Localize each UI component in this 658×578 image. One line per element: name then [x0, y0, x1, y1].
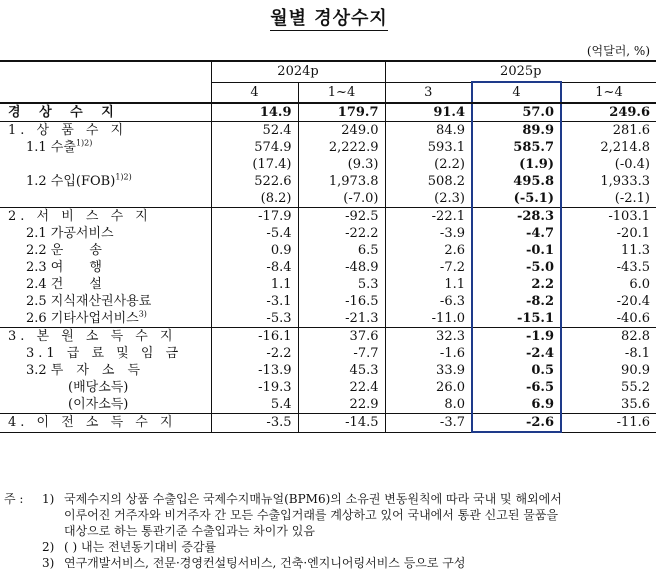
row-label [0, 190, 211, 208]
cell-value: 84.9 [385, 122, 472, 140]
row-label: 1.2 수입(FOB)$^{1)2)}$ [26, 172, 132, 189]
header-col: 4 [211, 82, 298, 103]
table-row [0, 293, 656, 310]
cell-value: 249.6 [609, 105, 650, 120]
row-label: 3. 본 원 소 득 수 지 [0, 328, 211, 346]
row-label: 2.4 건 설 [26, 277, 102, 292]
cell-value: (17.4) [211, 156, 298, 173]
header-col-highlight: 4 [472, 82, 561, 103]
cell-highlight: -8.2 [472, 293, 561, 310]
note-1-line2: 이루어진 거주자와 비거주자 간 모든 수출입거래를 계상하고 있어 국내에서 통관 신고된 물품을 [64, 508, 559, 522]
cell-value: -13.9 [211, 362, 298, 379]
cell-value: -2.2 [211, 345, 298, 362]
table-row [0, 156, 656, 173]
cell-value: 574.9 [211, 139, 298, 156]
header-col: 3 [385, 82, 472, 103]
cell-value: -22.2 [298, 225, 385, 242]
cell-highlight: 2.2 [472, 276, 561, 293]
row-label: 4. 이 전 소 득 수 지 [0, 414, 211, 433]
cell-value: 281.6 [561, 122, 656, 140]
cell-value: -6.3 [385, 293, 472, 310]
cell-value: 33.9 [385, 362, 472, 379]
footnote-ref: 1)2) [115, 172, 132, 182]
cell-highlight: 6.9 [472, 396, 561, 414]
cell-value: -20.1 [616, 226, 650, 241]
row-label [0, 156, 211, 173]
cell-value: 14.9 [211, 103, 298, 122]
note-1-line1: 국제수지의 상품 수출입은 국제수지매뉴얼(BPM6)의 소유권 변동원칙에 따라 국내 및 해외에서 [64, 492, 562, 506]
cell-value: 508.2 [385, 173, 472, 190]
cell-highlight: -2.4 [472, 345, 561, 362]
table-row [0, 139, 656, 156]
cell-value: 1,933.3 [600, 174, 650, 189]
row-label: 2.5 지식재산권사용료 [26, 294, 152, 309]
cell-value: 22.4 [298, 379, 385, 396]
cell-highlight: 57.0 [472, 103, 561, 122]
page-title: 월별 경상수지 [270, 8, 388, 29]
cell-value: 11.3 [621, 243, 650, 258]
cell-value: -3.7 [385, 414, 472, 433]
cell-value: -3.5 [211, 414, 298, 433]
table-row [0, 173, 656, 190]
table-row [0, 328, 656, 346]
cell-highlight: (1.9) [472, 156, 561, 173]
cell-highlight: 89.9 [472, 122, 561, 140]
footnotes [4, 491, 654, 571]
cell-value: (-0.4) [614, 157, 650, 172]
cell-value: 8.0 [385, 396, 472, 414]
table-row [0, 242, 656, 259]
cell-value: 32.3 [385, 328, 472, 346]
row-label: 2.3 여 행 [26, 260, 102, 275]
footnote-ref: 1)2) [75, 138, 93, 148]
cell-value: 37.6 [298, 328, 385, 346]
cell-highlight: (-5.1) [472, 190, 561, 208]
table-row [0, 414, 656, 433]
unit-label: (억달러, %) [586, 44, 650, 58]
row-label: (이자소득) [68, 397, 129, 412]
header-row-months [0, 82, 656, 103]
cell-highlight: -15.1 [472, 310, 561, 328]
cell-value: (2.2) [385, 156, 472, 173]
table-row [0, 259, 656, 276]
row-label: (배당소득) [68, 380, 129, 395]
footnote-ref: 3) [138, 309, 147, 319]
cell-value: 91.4 [385, 103, 472, 122]
cell-value: -16.5 [298, 293, 385, 310]
cell-value: 1.1 [385, 276, 472, 293]
cell-value: -5.4 [211, 225, 298, 242]
cell-value: -43.5 [616, 260, 650, 275]
cell-value: (9.3) [298, 156, 385, 173]
cell-value: 52.4 [211, 122, 298, 140]
cell-value: -16.1 [211, 328, 298, 346]
cell-value: -3.9 [385, 225, 472, 242]
cell-value: 179.7 [298, 103, 385, 122]
note-1-num: 1) [42, 492, 55, 506]
cell-value: (-2.1) [614, 191, 650, 206]
cell-value: -17.9 [211, 208, 298, 226]
cell-value: -14.5 [298, 414, 385, 433]
cell-highlight: -6.5 [472, 379, 561, 396]
cell-value: 1,973.8 [298, 173, 385, 190]
table-row [0, 310, 656, 328]
cell-highlight: -2.6 [472, 414, 561, 433]
cell-highlight: -5.0 [472, 259, 561, 276]
note-1-line3: 대상으로 하는 통관기준 수출입과는 차이가 있음 [64, 524, 315, 538]
cell-value: (-7.0) [298, 190, 385, 208]
cell-value: 82.8 [561, 328, 656, 346]
header-year-2025: 2025p [385, 61, 656, 82]
cell-value: -92.5 [298, 208, 385, 226]
cell-value: 90.9 [621, 363, 650, 378]
row-label: 3.2 투 자 소 득 [26, 363, 141, 378]
cell-value: 249.0 [298, 122, 385, 140]
cell-highlight: 585.7 [472, 139, 561, 156]
cell-value: 2.6 [385, 242, 472, 259]
table-row [0, 396, 656, 414]
cell-value: 522.6 [211, 173, 298, 190]
row-label: 1.1 수출$^{1)2)}$ [26, 138, 93, 155]
cell-highlight: -1.9 [472, 328, 561, 346]
note-3-text: 연구개발서비스, 전문·경영컨설팅서비스, 건축·엔지니어링서비스 등으로 구성 [64, 556, 466, 570]
header-row-years [0, 61, 656, 82]
cell-value: 22.9 [298, 396, 385, 414]
cell-value: 593.1 [385, 139, 472, 156]
cell-value: 6.0 [629, 277, 650, 292]
cell-value: -1.6 [385, 345, 472, 362]
cell-value: -21.3 [298, 310, 385, 328]
cell-value: 26.0 [385, 379, 472, 396]
cell-value: -7.7 [298, 345, 385, 362]
cell-value: -3.1 [211, 293, 298, 310]
cell-value: (8.2) [211, 190, 298, 208]
cell-value: -8.1 [624, 346, 650, 361]
cell-highlight: -4.7 [472, 225, 561, 242]
cell-value: -20.4 [616, 294, 650, 309]
row-label: 3.1 급 료 및 임 금 [26, 346, 183, 361]
cell-value: 35.6 [621, 397, 650, 412]
note-2-num: 2) [42, 540, 55, 554]
cell-value: -7.2 [385, 259, 472, 276]
table-row [0, 362, 656, 379]
cell-highlight: -0.1 [472, 242, 561, 259]
cell-value: -103.1 [561, 208, 656, 226]
current-account-table [0, 60, 656, 433]
cell-value: -8.4 [211, 259, 298, 276]
cell-value: (2.3) [385, 190, 472, 208]
row-label: 2. 서 비 스 수 지 [0, 208, 211, 226]
note-prefix: 주 : [4, 492, 24, 506]
cell-highlight: 495.8 [472, 173, 561, 190]
cell-value: 55.2 [621, 380, 650, 395]
cell-value: -11.6 [561, 414, 656, 433]
table-row [0, 103, 656, 122]
cell-value: -48.9 [298, 259, 385, 276]
cell-value: 1.1 [211, 276, 298, 293]
cell-value: 2,214.8 [600, 140, 650, 155]
table-row [0, 208, 656, 226]
cell-value: 2,222.9 [298, 139, 385, 156]
table-row [0, 379, 656, 396]
cell-value: 0.9 [211, 242, 298, 259]
row-label: 경 상 수 지 [8, 105, 121, 120]
cell-value: -40.6 [616, 311, 650, 326]
cell-value: 6.5 [298, 242, 385, 259]
cell-value: 45.3 [298, 362, 385, 379]
table-row [0, 276, 656, 293]
cell-value: -19.3 [211, 379, 298, 396]
table-row [0, 345, 656, 362]
note-3-num: 3) [42, 556, 55, 570]
row-label: 1. 상 품 수 지 [0, 122, 211, 140]
row-label: 2.2 운 송 [26, 243, 102, 258]
note-2-text: ( ) 내는 전년동기대비 증감률 [64, 540, 217, 554]
row-label: 2.6 기타사업서비스$^{3)}$ [26, 309, 147, 326]
cell-value: 5.3 [298, 276, 385, 293]
table-row [0, 190, 656, 208]
header-year-2024: 2024p [211, 61, 385, 82]
cell-value: 5.4 [211, 396, 298, 414]
cell-value: -11.0 [385, 310, 472, 328]
header-col: 1~4 [561, 82, 656, 103]
cell-value: -22.1 [385, 208, 472, 226]
cell-highlight: 0.5 [472, 362, 561, 379]
row-label: 2.1 가공서비스 [26, 226, 114, 241]
cell-highlight: -28.3 [472, 208, 561, 226]
table-row [0, 225, 656, 242]
header-col: 1~4 [298, 82, 385, 103]
cell-value: -5.3 [211, 310, 298, 328]
table-row [0, 122, 656, 140]
